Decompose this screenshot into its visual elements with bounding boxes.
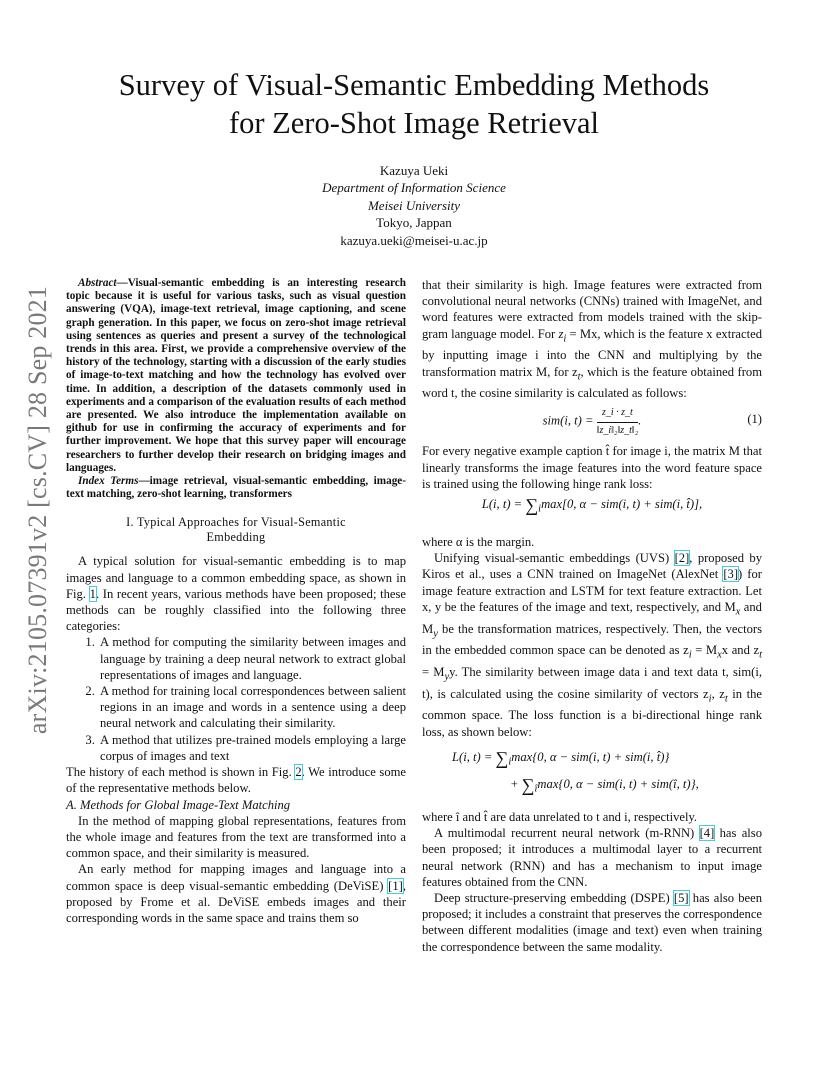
sum-index: î — [534, 783, 538, 795]
equation-3 — [452, 746, 762, 801]
sum-index: i — [538, 503, 542, 515]
ref-4-link[interactable]: [4] — [699, 826, 715, 841]
index-terms-text: —image retrieval, visual-semantic embedding, image-text matching, zero-shot learning, transformers — [66, 475, 406, 501]
text-span: that their similarity is high. Image features were extracted from convolutional neural networks (CNNs) trained with ImageNet, and word features were extracted from models trained with the skip-gram language model. For — [422, 278, 762, 341]
title-line-2: for Zero-Shot Image Retrieval — [228, 106, 600, 140]
list-item: 2. A method for training local correspondences between salient regions in an image and words in a sentence using a deep neural network and calculating their similarity. — [98, 683, 406, 732]
equation-1: sim(i, t) = $\frac{z\_i \cdot z\_t}{\text{‖z\_i‖₂‖z\_t‖₂}}$ . (1) — [422, 405, 762, 435]
fig-2-link[interactable]: 2 — [295, 765, 302, 780]
right-column — [422, 277, 762, 955]
author-location: Tokyo, Jappan — [376, 215, 452, 231]
list-item: 3. A method that utilizes pre-trained models employing a large corpus of images and text — [98, 732, 406, 764]
text-span: ) for image feature extraction and LSTM for text feature extraction. Let x, y be the features of the image and text, respectively, and M — [422, 567, 762, 614]
text-span: , z — [711, 686, 725, 701]
eq2-lhs: L(i, t) = — [481, 497, 526, 512]
eq1-denominator: ‖z_i‖₂‖z_t‖₂ — [596, 424, 639, 436]
equation-number: (1) — [747, 412, 762, 427]
arxiv-sidebar-identifier — [22, 285, 54, 735]
section1-paragraph-2 — [66, 764, 406, 796]
index-terms-lead: Index Terms — [78, 475, 139, 488]
text-span: x and z — [721, 643, 760, 658]
math-z: z — [558, 326, 564, 341]
approach-list — [66, 634, 406, 764]
text-span: be the transformation matrices, respectively. Then, the vectors in the embedded common space can be denoted as z — [422, 621, 762, 658]
eq3-lhs: L(i, t) = — [452, 749, 496, 764]
abstract-text: —Visual-semantic embedding is an interesting research topic because it is useful for various tasks, such as visual question answering (VQA), image-text retrieval, image captioning, and scene graph generation. In this paper, we focus on zero-shot image retrieval using sentences as queries and present a survey of the technological trends in this area. First, we provide a comprehensive overview of the history of the technology, starting with a discussion of the early studies of image-to-text matching and how the technology has evolved over time. In addition, a description of the datasets commonly used in experiments and a comparison of the evaluation results of each method are presented. We also introduce the implementation available on github for use in confirming the accuracy of experiments and for further improvement. We hope that this survey paper will encourage researchers to further develop their research on bridging images and languages. — [66, 277, 406, 474]
text-span: , proposed by Frome et al. DeViSE embeds images and their corresponding words in the same space and trains them so — [66, 878, 406, 925]
left-column — [66, 277, 406, 926]
right-paragraph-4: Unifying visual-semantic embeddings (UVS) [2], proposed by Kiros et al., uses a CNN trained on ImageNet (AlexNet [3]) for image feature extraction and LSTM for text feature extraction. Let x, y be the features of the image and text, respectively, and $M_x$ and $M_y$ be the transformation matrices, respectively. Then, the vectors in the embedded common space can be denoted as $z_i = M_xx$ and $z_t = M_yy$. The similarity between image data i and text data t, sim(i, t), is calculated using the cosine similarity of vectors $z_i$, $z_t$ in the common space. The loss function is a bi-directional hinge rank loss, as shown below: — [422, 551, 763, 739]
author-department: Department of Information Science — [322, 180, 506, 196]
text-span: in the common space. The loss function is a bi-directional hinge rank loss, as shown below: — [422, 686, 763, 739]
right-paragraph-3: where α is the margin. — [422, 535, 535, 550]
ref-3-link[interactable]: [3] — [723, 567, 739, 582]
right-paragraph-5: where î and t̂ are data unrelated to t and i, respectively. — [422, 809, 698, 824]
abstract — [66, 277, 406, 475]
eq2-rhs: max[0, α − sim(i, t) + sim(i, t̂)], — [541, 497, 703, 512]
ref-1-link[interactable]: [1] — [388, 878, 403, 893]
subsection-heading-a: A. Methods for Global Image-Text Matching — [66, 797, 291, 812]
text-span: = Mx, which is the feature — [566, 326, 707, 341]
text-span: . In recent years, various methods have been proposed; these methods can be roughly classified into the following three categories: — [66, 586, 406, 634]
text-span: = M — [422, 665, 445, 680]
author-block — [214, 162, 614, 249]
text-span: Deep structure-preserving embedding (DSPE) — [434, 890, 674, 905]
eq3-plus: + — [510, 777, 522, 792]
section-heading-line-2: Embedding — [206, 530, 266, 545]
fig-1-link[interactable]: 1 — [89, 586, 96, 601]
author-email: kazuya.ueki@meisei-u.ac.jp — [340, 232, 488, 248]
sum-symbol: ∑ — [521, 775, 535, 796]
eq3-rhs-2: max{0, α − sim(i, t) + sim(î, t)}, — [537, 777, 699, 792]
text-span: , proposed by Kiros et al., uses a CNN trained on ImageNet (AlexNet — [422, 551, 762, 582]
text-span: y. The similarity between image data i and text data t, sim(i, t), is calculated using the cosine similarity of vectors z — [422, 665, 762, 701]
text-span: , which is the feature obtained from word t, the cosine similarity is calculated as follows: — [422, 364, 762, 401]
eq3-line-2 — [452, 773, 762, 801]
text-span: Unifying visual-semantic embeddings (UVS) — [434, 551, 675, 566]
arxiv-id-text: arXiv:2105.07391v2 [cs.CV] 28 Sep 2021 — [23, 285, 52, 735]
abstract-lead: Abstract — [78, 277, 117, 289]
text-span: A typical solution for visual-semantic embedding is to map images and language to a common embedding space, as shown in Fig. — [66, 554, 406, 601]
subsection-a-paragraph-1: In the method of mapping global representations, features from the whole image and features from the text are transformed into a common space, and their similarity is measured. — [66, 813, 406, 861]
text-span: The history of each method is shown in Fig. — [66, 765, 296, 780]
eq1-fraction — [597, 405, 639, 438]
paper-title — [60, 66, 768, 142]
index-terms — [66, 475, 406, 501]
text-span: A multimodal recurrent neural network (m-RNN) — [434, 826, 700, 841]
sum-symbol: ∑ — [525, 495, 539, 516]
author-name: Kazuya Ueki — [379, 163, 449, 178]
sum-symbol: ∑ — [495, 747, 509, 768]
eq3-line-1 — [452, 746, 762, 774]
text-span: and M — [422, 599, 762, 636]
equation-2 — [422, 496, 762, 526]
right-paragraph-7 — [422, 890, 762, 955]
right-paragraph-1: that their similarity is high. Image features were extracted from convolutional neural networks (CNNs) trained with ImageNet, and word features were extracted from models trained with the skip-gram language model. For $z_i = Mx$, which is the feature x extracted by inputting image i into the CNN and multiplying by the transformation matrix M, for $z_t$, which is the feature obtained from word t, the cosine similarity is calculated as follows: — [422, 278, 762, 401]
section-heading-1 — [66, 515, 406, 545]
section1-paragraph-1 — [66, 553, 406, 634]
text-span: x extracted by inputting image i into the CNN and multiplying by the transformation matrix M, for z — [422, 326, 762, 379]
eq3-rhs-1: max{0, α − sim(i, t) + sim(i, t̂)} — [511, 749, 670, 764]
right-paragraph-6 — [422, 825, 762, 890]
text-span: An early method for mapping images and language into a common space is deep visual-semantic embedding (DeViSE) — [66, 862, 406, 893]
text-span: has also been proposed; it introduces a multimodal layer to a recurrent neural network (RNN) and has a mechanism to input image features obtained from the CNN. — [422, 826, 762, 889]
sum-index: i — [508, 756, 512, 768]
ref-2-link[interactable]: [2] — [674, 551, 690, 566]
author-university: Meisei University — [367, 197, 461, 213]
list-item: 1. A method for computing the similarity between images and language by training a deep neural network to extract global representations of images and language. — [98, 634, 406, 683]
section-heading-line-1: I. Typical Approaches for Visual-Semantic — [126, 515, 346, 530]
eq1-lhs: sim(i, t) = — [542, 414, 597, 429]
text-span: . We introduce some of the representative methods below. — [66, 765, 406, 796]
right-paragraph-2: For every negative example caption t̂ for image i, the matrix M that linearly transforms the image features into the word feature space is trained using the following hinge rank loss: — [422, 444, 762, 491]
ref-5-link[interactable]: [5] — [673, 890, 689, 905]
eq1-numerator: z_i · z_t — [597, 405, 639, 422]
title-line-1: Survey of Visual-Semantic Embedding Methods — [118, 68, 710, 102]
text-span: = M — [691, 643, 718, 658]
text-span: has also been proposed; it includes a constraint that preserves the correspondence between different modalities (image and text) even when training the correspondence between the same modality. — [422, 890, 762, 954]
subsection-a-paragraph-2 — [66, 861, 406, 926]
